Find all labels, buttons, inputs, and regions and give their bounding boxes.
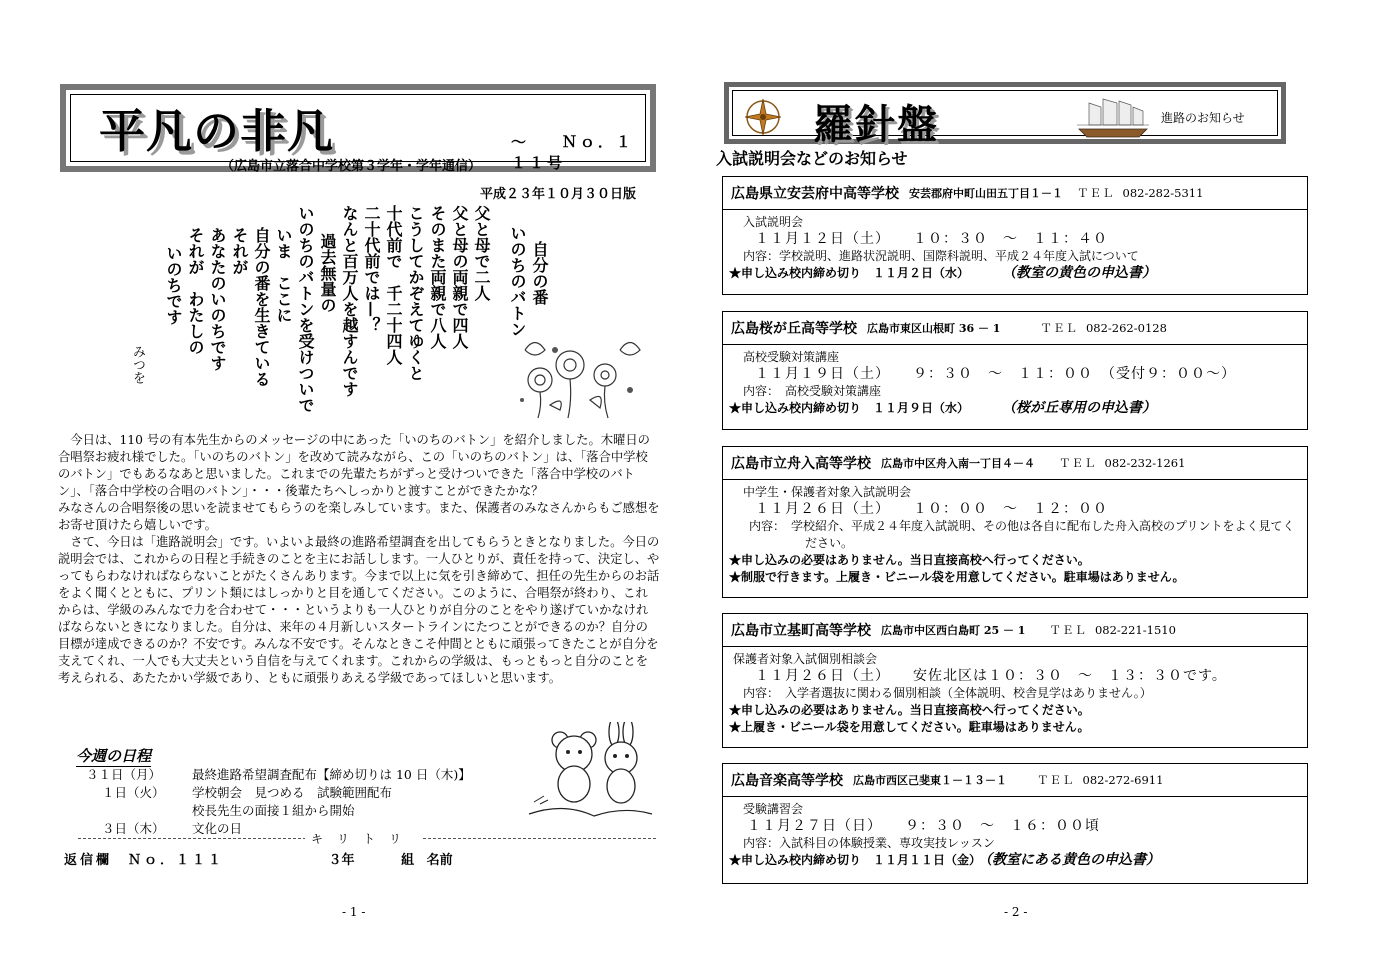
schedule-text: 学校朝会 見つめる 試験範囲配布 xyxy=(192,785,393,800)
tel-label: ＴＥＬ xyxy=(1077,186,1115,200)
event-datetime: １１月２７日（日） ９：３０ 〜 １６：００頃 xyxy=(747,818,1100,834)
poem-line: 二十代前では—？ xyxy=(362,205,381,333)
event-datetime: １１月２６日（土） 安佐北区は１０：３０ 〜 １３：３０です。 xyxy=(755,668,1227,684)
compass-icon xyxy=(743,97,783,137)
event-content: 内容：入試科目の体験授業、専攻実技レッスン xyxy=(743,836,995,850)
school-card xyxy=(722,613,1308,748)
school-card xyxy=(722,763,1308,884)
reply-grade: ３年 xyxy=(328,853,355,868)
school-name: 広島市立舟入高等学校 xyxy=(731,456,871,472)
poem xyxy=(110,205,550,425)
tel-label: ＴＥＬ xyxy=(1059,456,1097,470)
school-tel xyxy=(1037,772,1163,788)
schedule-text: 文化の日 xyxy=(192,821,243,836)
schedule-text: 最終進路希望調査配布【締め切りは 10 日（木)】 xyxy=(192,767,471,782)
school-details xyxy=(723,345,1307,419)
tel-label: ＴＥＬ xyxy=(1037,773,1075,787)
form-note: （教室にある黄色の申込書） xyxy=(985,852,1161,868)
school-tel xyxy=(1077,185,1203,201)
deadline-text: ★申し込み校内締め切り １１月２日（水） xyxy=(729,266,970,280)
poem-line: こうしてかぞえてゆくと xyxy=(406,205,425,381)
school-name: 広島音楽高等学校 xyxy=(731,773,843,789)
school-address: 安芸郡府中町山田五丁目１－１ xyxy=(909,187,1063,200)
event-note: ★制服で行きます。上履き・ビニール袋を用意してください。駐車場はありません。 xyxy=(729,570,1185,584)
event-name: 保護者対象入試個別相談会 xyxy=(733,652,878,666)
body-text xyxy=(58,432,660,687)
poem-line: なんと百万人を越すんです xyxy=(340,205,359,397)
event-datetime: １１月１２日（土） １０：３０ 〜 １１：４０ xyxy=(755,231,1108,247)
school-tel xyxy=(1040,320,1166,336)
school-address: 広島市中区舟入南一丁目４－４ xyxy=(881,457,1035,470)
newsletter-title: 平凡の非凡 xyxy=(99,104,334,158)
event-content: 内容： 学校紹介、平成２４年度入試説明、その他は各自に配布した舟入高校のプリントをよく見てください。 xyxy=(749,519,1295,550)
event-name: 中学生・保護者対象入試説明会 xyxy=(743,485,912,499)
body-paragraph: 今日は、110 号の有本先生からのメッセージの中にあった「いのちのバトン」を紹介しました。木曜日の合唱祭お疲れ様でした。「いのちのバトン」を改めて読みながら、この「いのちのバトン」は、「落合中学校のバトン」でもあるなあと思いました。これまでの先輩たちがずっと受けついできた「落合中学校のバトン」、「落合中学校の合唱のバトン」・・・後輩たちへしっかりと渡すことができたかな？ xyxy=(58,433,650,498)
poem-line: 自分の番を生きている xyxy=(252,227,271,387)
school-details xyxy=(723,797,1307,871)
school-card xyxy=(722,176,1308,295)
school-header xyxy=(723,312,1307,345)
school-tel xyxy=(1059,455,1185,471)
schedule-list xyxy=(86,766,471,838)
poem-line: 十代前で 千二十四人 xyxy=(384,205,403,365)
school-address: 広島市西区己斐東１－１３－１ xyxy=(853,774,1007,787)
issue-tilde: 〜 xyxy=(511,133,530,151)
school-details xyxy=(723,210,1307,284)
reply-form xyxy=(64,849,453,868)
tel-number: 082-221-1510 xyxy=(1094,623,1176,637)
reply-class: 組 xyxy=(401,853,415,868)
tel-label: ＴＥＬ xyxy=(1040,321,1078,335)
school-name: 広島市立基町高等学校 xyxy=(731,623,871,639)
event-name: 入試説明会 xyxy=(743,215,804,229)
poem-author: みつを xyxy=(130,345,145,384)
schedule-day: ３日（木） xyxy=(102,821,165,836)
event-name: 高校受験対策講座 xyxy=(743,350,840,364)
issue-number xyxy=(511,131,645,173)
school-details xyxy=(723,480,1307,588)
event-deadline xyxy=(729,852,1297,869)
event-deadline xyxy=(729,265,1297,282)
poem-line: 過去無量の xyxy=(318,233,337,313)
newsletter-header xyxy=(60,84,656,172)
career-header xyxy=(724,82,1286,148)
poem-line: それが xyxy=(230,227,249,275)
deadline-text: ★申し込み校内締め切り １１月９日（水） xyxy=(729,401,970,415)
issue-label: Ｎｏ．１１１号 xyxy=(511,133,634,172)
newsletter-subtitle: （広島市立落合中学校第３学年・学年通信） xyxy=(221,159,482,174)
event-content: 内容： 入学者選抜に関わる個別相談（全体説明、校舎見学はありません。） xyxy=(743,686,1152,700)
school-address: 広島市東区山根町 36 － 1 xyxy=(867,322,1001,335)
reply-name: 名前 xyxy=(426,853,453,868)
poem-line: 父と母で二人 xyxy=(472,205,491,301)
tel-label: ＴＥＬ xyxy=(1049,623,1087,637)
tel-number: 082-262-0128 xyxy=(1085,321,1167,335)
school-card xyxy=(722,311,1308,430)
school-header xyxy=(723,764,1307,797)
school-name: 広島桜が丘高等学校 xyxy=(731,321,857,337)
school-header xyxy=(723,177,1307,210)
event-content: 内容： 高校受験対策講座 xyxy=(743,384,882,398)
bears-illustration xyxy=(524,722,654,822)
school-header xyxy=(723,614,1307,647)
event-deadline xyxy=(729,400,1297,417)
event-datetime: １１月２６日（土） １０：００ 〜 １２：００ xyxy=(755,501,1108,517)
tel-number: 082-272-6911 xyxy=(1082,773,1164,787)
schedule-day: ３１日（月） xyxy=(86,767,162,782)
schedule-day xyxy=(86,802,192,820)
school-details xyxy=(723,647,1307,738)
event-note: ★上履き・ビニール袋を用意してください。駐車場はありません。 xyxy=(729,720,1090,734)
poem-heading: 自分の番 xyxy=(530,241,549,305)
schedule-day: １日（火） xyxy=(102,785,165,800)
tel-number: 082-282-5311 xyxy=(1122,186,1204,200)
school-header xyxy=(723,447,1307,480)
poem-line: いのちです xyxy=(164,245,183,325)
event-note: ★申し込みの必要はありません。当日直接高校へ行ってください。 xyxy=(729,553,1090,567)
cut-label: キリトリ xyxy=(305,830,421,847)
deadline-text: ★申し込み校内締め切り １１月１１日（金） xyxy=(729,853,982,867)
poem-line: いのちのバトンを受けついで xyxy=(296,205,315,413)
poem-line: あなたのいのちです xyxy=(208,227,227,371)
school-tel xyxy=(1049,622,1175,638)
edition-date: 平成２３年１０月３０日版 xyxy=(480,187,637,202)
ship-icon xyxy=(1073,95,1153,139)
event-name: 受験講習会 xyxy=(743,802,804,816)
poem-line: そのまた両親で八人 xyxy=(428,205,447,349)
career-subtitle: 進路のお知らせ xyxy=(1161,111,1245,125)
form-note: （桜が丘専用の申込書） xyxy=(1009,400,1157,416)
flower-illustration xyxy=(510,310,650,420)
poem-subheading: いのちのバトン xyxy=(508,225,527,337)
event-content: 内容：学校説明、進路状況説明、国際科説明、平成２４年度入試について xyxy=(743,249,1139,263)
career-title: 羅針盤 xyxy=(813,102,939,148)
poem-line: いま ここに xyxy=(274,227,293,323)
event-note: ★申し込みの必要はありません。当日直接高校へ行ってください。 xyxy=(729,703,1090,717)
tel-number: 082-232-1261 xyxy=(1104,456,1186,470)
school-address: 広島市中区西白島町 25 － 1 xyxy=(881,624,1026,637)
schedule-row xyxy=(86,784,471,802)
form-note: （教室の黄色の申込書） xyxy=(1009,265,1157,281)
event-datetime: １１月１９日（土） ９：３０ 〜 １１：００ （受付９：００〜） xyxy=(755,366,1236,382)
schedule-row xyxy=(86,802,471,820)
school-name: 広島県立安芸府中高等学校 xyxy=(731,186,899,202)
notice-heading: 入試説明会などのお知らせ xyxy=(716,149,908,168)
schedule-title: 今週の日程 xyxy=(76,747,152,765)
page-number-right: - 2 - xyxy=(1004,905,1028,919)
poem-line: 父と母の両親で四人 xyxy=(450,205,469,349)
schedule-row xyxy=(86,766,471,784)
schedule-text: 校長先生の面接１組から開始 xyxy=(192,803,355,818)
page-number-left: - 1 - xyxy=(342,905,366,919)
poem-line: それが わたしの xyxy=(186,227,205,355)
body-paragraph: みなさんの合唱祭後の思いを読ませてもらうのを楽しみしています。また、保護者のみなさんからもご感想をお寄せ頂けたら嬉しいです。 xyxy=(58,501,660,532)
school-card xyxy=(722,446,1308,598)
reply-label: 返信欄 Ｎｏ．１１１ xyxy=(64,853,225,868)
body-paragraph: さて、今日は「進路説明会」です。いよいよ最終の進路希望調査を出してもらうときとなりました。今日の説明会では、これからの日程と手続きのことを主にお話しします。一人ひとりが、責任を持って、決定し、やってもらわなければならないことがたくさんあります。今まで以上に気を引き締めて、担任の先生からのお話をよく聞くとともに、プリント類にはしっかりと目を通してください。このように、合唱祭が終わり、これからは、学級のみんなで力を合わせて・・・というよりも一人ひとりが自分のことをやり遂げていかなければならないときになりました。自分は、来年の４月新しいスタートラインにたつことができるのか？自分の目標が達成できるのか？不安です。みんな不安です。そんなときこそ仲間とともに頑張ってきたことが自分を支えてくれ、一人でも大丈夫という自信を与えてくれます。これからの学級は、もっともっと自分のことを考えられる、あたたかい学級であり、ともに頑張りあえる学級であってほしいと思います。 xyxy=(58,535,660,685)
